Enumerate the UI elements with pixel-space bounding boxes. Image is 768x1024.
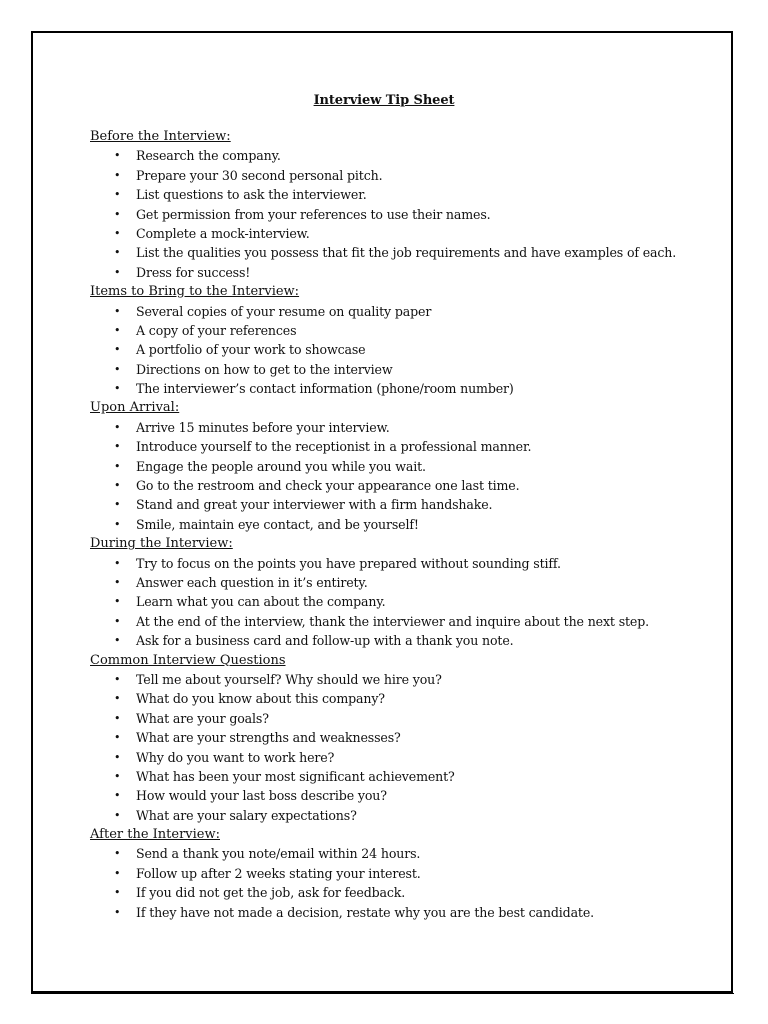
list-item-text: Several copies of your resume on quality paper — [136, 303, 432, 319]
list-item-text: How would your last boss describe you? — [136, 788, 387, 804]
bullet-list — [90, 146, 710, 282]
bullet-icon: • — [114, 440, 121, 454]
bullet-icon: • — [114, 420, 121, 434]
bullet-icon: • — [114, 343, 121, 357]
bullet-icon: • — [114, 847, 121, 861]
list-item-text: Engage the people around you while you wait. — [136, 458, 426, 474]
bullet-icon: • — [114, 595, 121, 609]
list-item-text: What are your salary expectations? — [136, 807, 357, 823]
section-before-the-interview — [90, 127, 710, 282]
list-item-text: What are your strengths and weaknesses? — [136, 730, 401, 746]
list-item — [90, 224, 710, 243]
list-item — [90, 166, 710, 185]
list-item-text: What has been your most significant achievement? — [136, 768, 455, 784]
section-common-interview-questions — [90, 651, 710, 826]
list-item — [90, 670, 710, 689]
section-heading: Upon Arrival: — [90, 400, 180, 416]
list-item-text: Learn what you can about the company. — [136, 594, 386, 610]
list-item-text: Dress for success! — [136, 264, 251, 280]
list-item-text: Complete a mock-interview. — [136, 225, 310, 241]
list-item — [90, 457, 710, 476]
list-item — [90, 379, 710, 398]
bullet-icon: • — [114, 711, 121, 725]
section-heading: After the Interview: — [90, 827, 220, 843]
list-item — [90, 748, 710, 767]
list-item — [90, 844, 710, 863]
list-item-text: A portfolio of your work to showcase — [136, 342, 366, 358]
section-after-the-interview — [90, 825, 710, 922]
list-item — [90, 185, 710, 204]
bullet-icon: • — [114, 905, 121, 919]
bullet-icon: • — [114, 556, 121, 570]
list-item — [90, 302, 710, 321]
list-item-text: Stand and great your interviewer with a firm handshake. — [136, 497, 493, 513]
bullet-icon: • — [114, 246, 121, 260]
document-body — [90, 127, 710, 922]
bullet-icon: • — [114, 769, 121, 783]
list-item-text: Introduce yourself to the receptionist in a professional manner. — [136, 439, 532, 455]
bullet-icon: • — [114, 866, 121, 880]
section-heading: Common Interview Questions — [90, 652, 286, 668]
bullet-icon: • — [114, 362, 121, 376]
list-item — [90, 437, 710, 456]
bullet-list — [90, 418, 710, 534]
list-item — [90, 786, 710, 805]
list-item-text: At the end of the interview, thank the interviewer and inquire about the next step. — [136, 613, 649, 629]
bullet-icon: • — [114, 731, 121, 745]
list-item-text: Get permission from your references to use their names. — [136, 206, 491, 222]
bullet-list — [90, 844, 710, 922]
bullet-icon: • — [114, 168, 121, 182]
bullet-icon: • — [114, 459, 121, 473]
list-item-text: Directions on how to get to the interview — [136, 361, 393, 377]
bullet-icon: • — [114, 207, 121, 221]
section-heading: Before the Interview: — [90, 129, 231, 144]
list-item-text: Ask for a business card and follow-up with a thank you note. — [136, 633, 514, 649]
bullet-icon: • — [114, 382, 121, 396]
bullet-icon: • — [114, 226, 121, 240]
bullet-icon: • — [114, 498, 121, 512]
list-item — [90, 418, 710, 437]
list-item — [90, 243, 710, 262]
list-item — [90, 806, 710, 825]
section-during-the-interview — [90, 534, 710, 650]
bullet-list — [90, 554, 710, 651]
list-item-text: What are your goals? — [136, 710, 269, 726]
list-item — [90, 495, 710, 514]
bullet-icon: • — [114, 149, 121, 163]
list-item — [90, 205, 710, 224]
bullet-icon: • — [114, 672, 121, 686]
list-item — [90, 263, 710, 282]
list-item-text: Tell me about yourself? Why should we hire you? — [136, 671, 442, 687]
bullet-icon: • — [114, 789, 121, 803]
bullet-list — [90, 670, 710, 825]
list-item — [90, 554, 710, 573]
list-item-text: Follow up after 2 weeks stating your interest. — [136, 865, 421, 881]
bullet-icon: • — [114, 886, 121, 900]
bullet-list — [90, 302, 710, 399]
list-item — [90, 360, 710, 379]
bullet-icon: • — [114, 188, 121, 202]
bullet-icon: • — [114, 750, 121, 764]
list-item-text: If they have not made a decision, restate why you are the best candidate. — [136, 904, 594, 920]
list-item — [90, 709, 710, 728]
bullet-icon: • — [114, 265, 121, 279]
list-item — [90, 592, 710, 611]
list-item — [90, 146, 710, 165]
list-item — [90, 728, 710, 747]
bullet-icon: • — [114, 575, 121, 589]
bullet-icon: • — [114, 304, 121, 318]
list-item-text: Answer each question in it’s entirety. — [136, 574, 368, 590]
list-item-text: Send a thank you note/email within 24 hours. — [136, 846, 421, 862]
section-upon-arrival — [90, 398, 710, 534]
section-items-to-bring-to-the-interview — [90, 282, 710, 398]
list-item-text: If you did not get the job, ask for feedback. — [136, 885, 406, 901]
list-item-text: Why do you want to work here? — [136, 749, 335, 765]
list-item — [90, 573, 710, 592]
list-item — [90, 864, 710, 883]
section-heading: Items to Bring to the Interview: — [90, 284, 300, 300]
list-item — [90, 515, 710, 534]
list-item-text: Arrive 15 minutes before your interview. — [136, 419, 390, 435]
list-item-text: Prepare your 30 second personal pitch. — [136, 167, 383, 183]
document-title: Interview Tip Sheet — [313, 93, 455, 108]
list-item-text: What do you know about this company? — [136, 691, 385, 707]
list-item-text: Research the company. — [136, 148, 281, 164]
page-border-double-line — [31, 991, 734, 994]
bullet-icon: • — [114, 614, 121, 628]
list-item-text: Smile, maintain eye contact, and be yourself! — [136, 516, 419, 532]
list-item — [90, 883, 710, 902]
list-item — [90, 903, 710, 922]
list-item — [90, 767, 710, 786]
list-item-text: List questions to ask the interviewer. — [136, 187, 367, 203]
list-item-text: List the qualities you possess that fit the job requirements and have examples of each. — [136, 245, 677, 261]
bullet-icon: • — [114, 323, 121, 337]
list-item — [90, 340, 710, 359]
list-item — [90, 612, 710, 631]
list-item-text: The interviewer’s contact information (phone/room number) — [136, 381, 514, 397]
list-item — [90, 321, 710, 340]
list-item — [90, 631, 710, 650]
bullet-icon: • — [114, 634, 121, 648]
section-heading: During the Interview: — [90, 536, 233, 552]
bullet-icon: • — [114, 808, 121, 822]
bullet-icon: • — [114, 692, 121, 706]
list-item-text: Go to the restroom and check your appearance one last time. — [136, 478, 520, 494]
bullet-icon: • — [114, 517, 121, 531]
list-item-text: A copy of your references — [136, 322, 297, 338]
list-item — [90, 476, 710, 495]
list-item — [90, 689, 710, 708]
list-item-text: Try to focus on the points you have prepared without sounding stiff. — [136, 555, 561, 571]
bullet-icon: • — [114, 479, 121, 493]
